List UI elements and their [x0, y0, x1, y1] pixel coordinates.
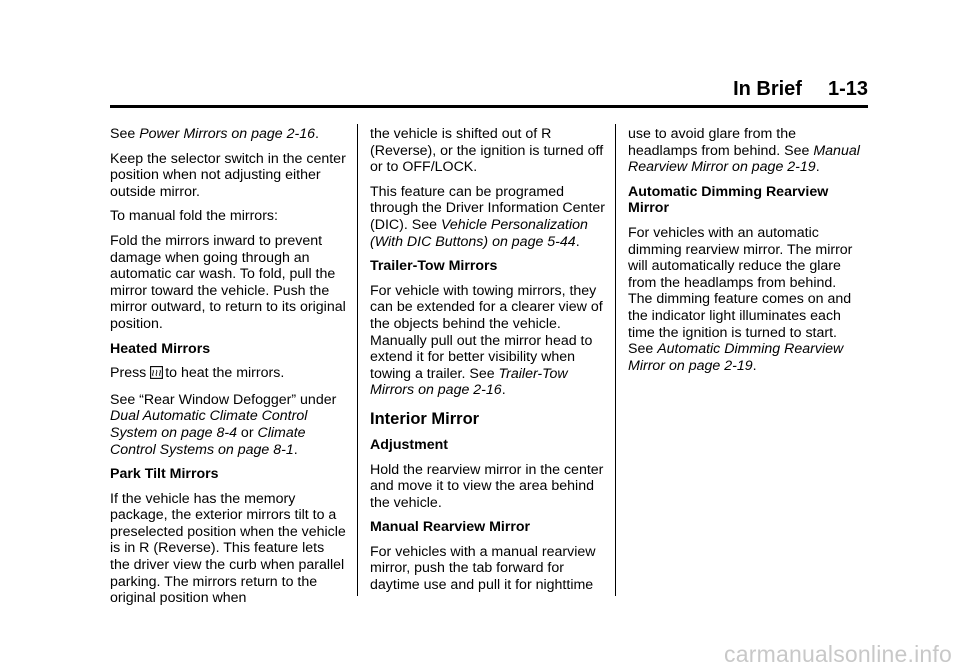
cross-reference: Vehicle Personalization (With DIC Buttons) on page 5-44 — [370, 216, 588, 250]
paragraph: See “Rear Window Defogger” under Dual Automatic Climate Control System on page 8-4 or Climate Control Systems on page 8-1. — [110, 391, 337, 458]
paragraph: Hold the rearview mirror in the center and move it to view the area behind the vehicle. — [370, 461, 604, 511]
paragraph: For vehicle with towing mirrors, they can be extended for a clearer view of the objects behind the vehicle. Manually pull out the mirror head to extend it for better visibility when towing a trailer. See Trailer-Tow Mirrors on page 2-16. — [370, 282, 603, 399]
paragraph: use to avoid glare from the headlamps from behind. See Manual Rearview Mirror on page 2-19. — [628, 126, 860, 176]
column-3 — [628, 126, 864, 382]
paragraph: To manual fold the mirrors: — [110, 208, 278, 225]
section-title: In Brief — [733, 78, 802, 100]
subheading-automatic-dimming-mirror: Automatic Dimming Rearview Mirror — [628, 183, 829, 217]
cross-reference: Dual Automatic Climate Control System on page 8-4 — [110, 408, 308, 441]
paragraph: Press to heat the mirrors. — [110, 365, 346, 384]
section-heading-interior-mirror: Interior Mirror — [370, 409, 480, 428]
paragraph: For vehicles with a manual rearview mirror, push the tab forward for daytime use and pull it for nighttime — [370, 543, 596, 594]
paragraph: the vehicle is shifted out of R (Reverse), or the ignition is turned off or to OFF/LOCK. — [370, 126, 604, 176]
paragraph: Keep the selector switch in the center position when not adjusting either outside mirror. — [110, 150, 346, 200]
column-divider-2 — [615, 124, 616, 596]
cross-reference: Manual Rearview Mirror on page 2-19 — [628, 142, 860, 176]
paragraph: This feature can be programed through the Driver Information Center (DIC). See Vehicle Personalization (With DIC Buttons) on page 5-44. — [370, 183, 605, 250]
page-number: 1-13 — [827, 78, 868, 100]
cross-reference: Trailer-Tow Mirrors on page 2-16 — [370, 365, 568, 399]
paragraph: Fold the mirrors inward to prevent damage when going through an automatic car wash. To fold, pull the mirror toward the vehicle. Push the mirror outward, to return to its original position. — [110, 232, 346, 332]
subheading-heated-mirrors: Heated Mirrors — [110, 340, 211, 357]
subheading-park-tilt-mirrors: Park Tilt Mirrors — [110, 466, 219, 483]
subheading-trailer-tow-mirrors: Trailer-Tow Mirrors — [370, 258, 498, 275]
header-rule — [110, 105, 868, 108]
cross-reference: Climate Control Systems on page 8-1 — [110, 424, 306, 458]
cross-reference: Automatic Dimming Rearview Mirror on page 2-19 — [628, 341, 844, 374]
header-title — [733, 78, 868, 101]
subheading-adjustment: Adjustment — [370, 436, 449, 453]
rear-window-defogger-icon — [150, 366, 163, 384]
paragraph: See Power Mirrors on page 2-16. — [110, 126, 319, 142]
cross-reference: Power Mirrors on page 2-16 — [139, 126, 316, 142]
column-2 — [370, 126, 606, 602]
page-header — [110, 78, 868, 108]
subheading-manual-rearview-mirror: Manual Rearview Mirror — [370, 519, 531, 536]
paragraph: If the vehicle has the memory package, the exterior mirrors tilt to a preselected position when the vehicle is in R (Reverse). This feature lets the driver view the curb when parallel parking. The mirrors return to the original position when — [110, 490, 346, 607]
column-divider-1 — [357, 124, 358, 596]
column-1 — [110, 126, 346, 615]
paragraph: For vehicles with an automatic dimming rearview mirror. The mirror will automatically reduce the glare from the headlamps from behind. The dimming feature comes on and the indicator light illuminates each time the ignition is turned to start. See Automatic Dimming Rearview Mirror on page 2-19. — [628, 224, 853, 374]
watermark: carmanualsonline.info — [724, 641, 952, 667]
